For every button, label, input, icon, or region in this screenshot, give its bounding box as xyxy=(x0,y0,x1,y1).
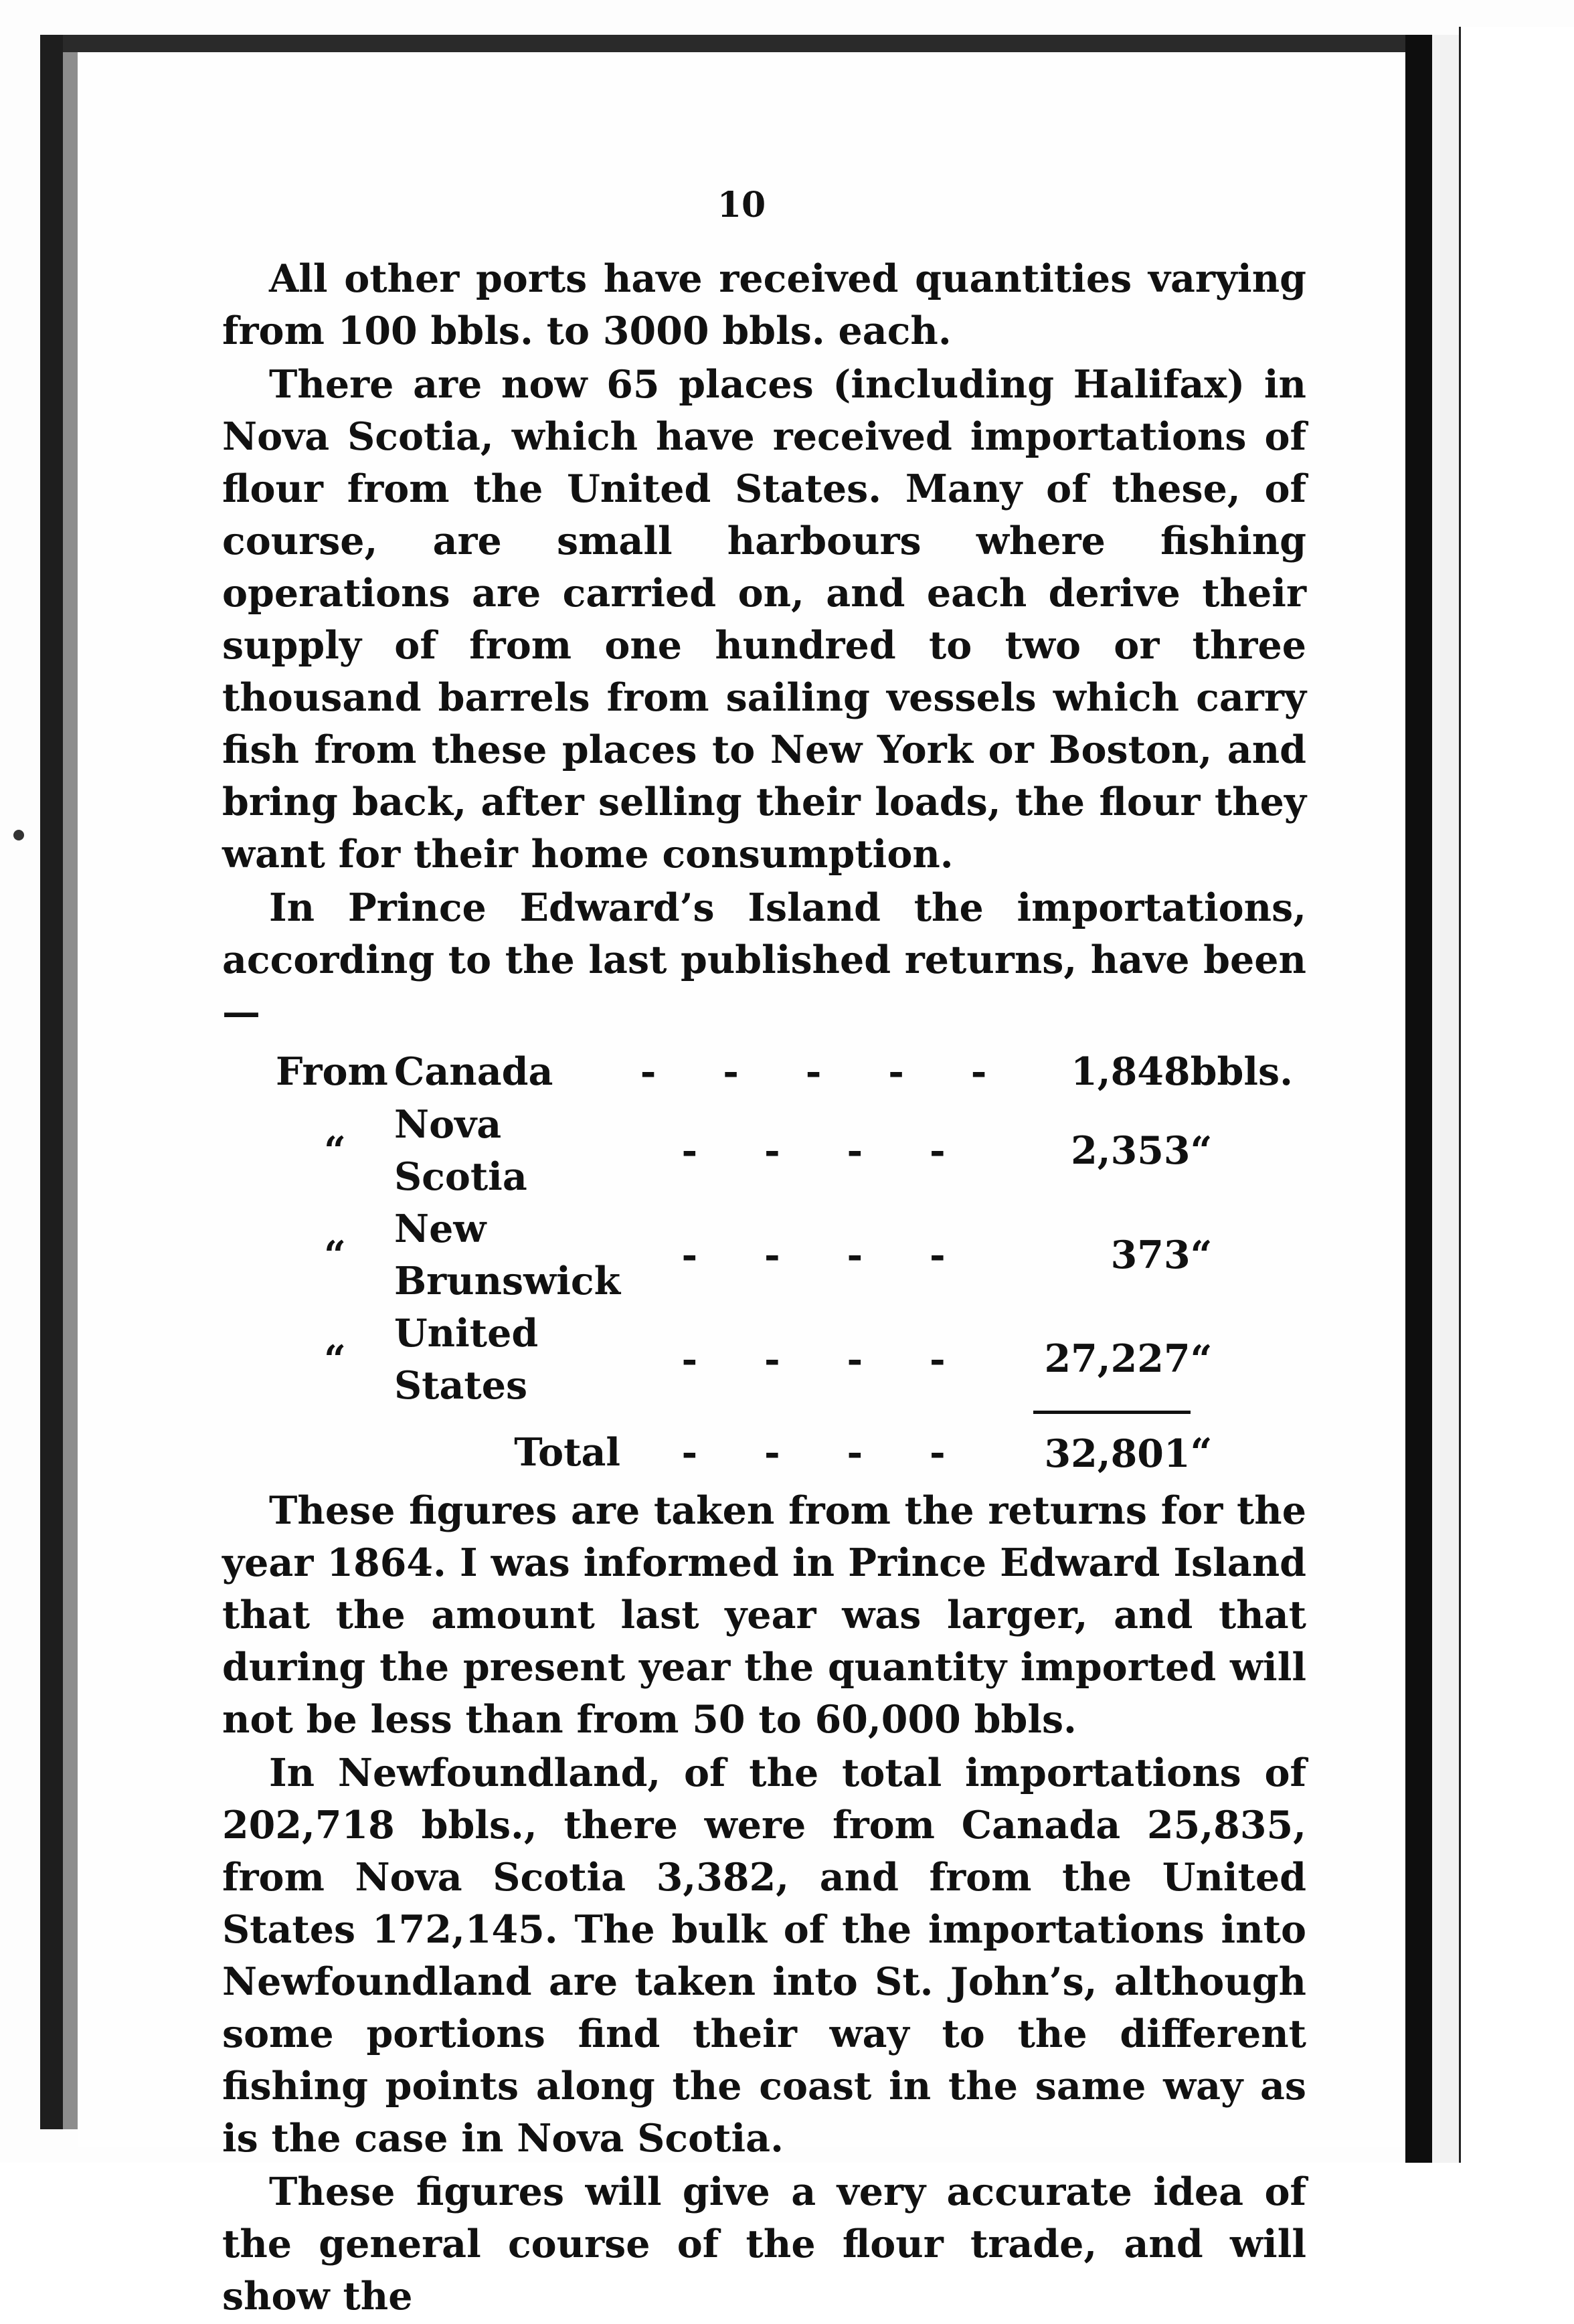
row-unit: bbls. xyxy=(1190,1049,1293,1094)
paragraph: There are now 65 places (including Halifax) in Nova Scotia, which have received importations of flour from the United States. Many of these, of course, are small harbours where fishing operations are carried on, and each derive their supply of from one hundred to two or three thousand barrels from sailing vessels which carry fish from these places to New York or Boston, and bring back, after selling their loads, the flour they want for their home consumption. xyxy=(222,362,1306,877)
row-leader: - - - - xyxy=(681,1128,972,1173)
row-amount: 1,848 xyxy=(1071,1049,1191,1094)
paragraph: These figures are taken from the returns for the year 1864. I was informed in Prince Edward Island that the amount last year was larger, and that during the present year the quantity imported will not be less than from 50 to 60,000 bbls. xyxy=(222,1488,1306,1742)
row-leader: - - - - - xyxy=(640,1049,1014,1094)
total-label: Total xyxy=(514,1430,621,1476)
row-leader: - - - - xyxy=(681,1337,972,1382)
paragraph: In Prince Edward’s Island the importations, according to the last published returns, have been— xyxy=(222,885,1306,1035)
row-prefix: From xyxy=(276,1049,388,1094)
row-amount: 373 xyxy=(1110,1233,1191,1277)
table-row xyxy=(276,1203,1306,1308)
total-amount: 32,801 xyxy=(1033,1412,1191,1481)
row-place: Nova Scotia xyxy=(394,1102,527,1199)
row-amount: 27,227 xyxy=(1044,1336,1191,1381)
scan-speck xyxy=(13,830,24,840)
total-row xyxy=(276,1412,1306,1481)
page-body xyxy=(222,253,1306,2324)
row-place: United States xyxy=(394,1311,539,1408)
imports-table xyxy=(276,1045,1306,1481)
row-prefix: “ xyxy=(324,1337,346,1382)
paragraph: These figures will give a very accurate idea of the general course of the flour trade, and will show the xyxy=(222,2169,1306,2319)
book-gutter xyxy=(1405,35,1432,2163)
book-page xyxy=(78,52,1405,2319)
page-edge-shadow xyxy=(63,52,78,2129)
row-leader: - - - - xyxy=(681,1233,972,1277)
scan-border-top xyxy=(40,35,1425,52)
row-place: Canada xyxy=(394,1049,553,1094)
row-amount: 2,353 xyxy=(1071,1128,1191,1173)
row-place: New Brunswick xyxy=(394,1206,621,1304)
row-prefix: “ xyxy=(324,1233,346,1277)
row-unit: “ xyxy=(1190,1337,1213,1382)
gutter-highlight xyxy=(1432,35,1459,2163)
facing-page-edge xyxy=(1459,27,1574,2163)
table-row xyxy=(276,1045,1306,1099)
row-prefix: “ xyxy=(324,1128,346,1173)
paragraph: In Newfoundland, of the total importations of 202,718 bbls., there were from Canada 25,835, from Nova Scotia 3,382, and from the United States 172,145. The bulk of the importations into Newfoundland are taken into St. John’s, although some portions find their way to the different fishing points along the coast in the same way as is the case in Nova Scotia. xyxy=(222,1750,1306,2161)
table-row xyxy=(276,1308,1306,1412)
page-number: 10 xyxy=(717,185,766,226)
row-unit: “ xyxy=(1190,1128,1213,1173)
table-row xyxy=(276,1099,1306,1203)
paragraph: All other ports have received quantities varying from 100 bbls. to 3000 bbls. each. xyxy=(222,256,1306,353)
total-leader: - - - - xyxy=(681,1430,972,1476)
scan-border-left xyxy=(40,35,63,2129)
row-unit: “ xyxy=(1190,1233,1213,1277)
total-unit: “ xyxy=(1190,1430,1213,1476)
